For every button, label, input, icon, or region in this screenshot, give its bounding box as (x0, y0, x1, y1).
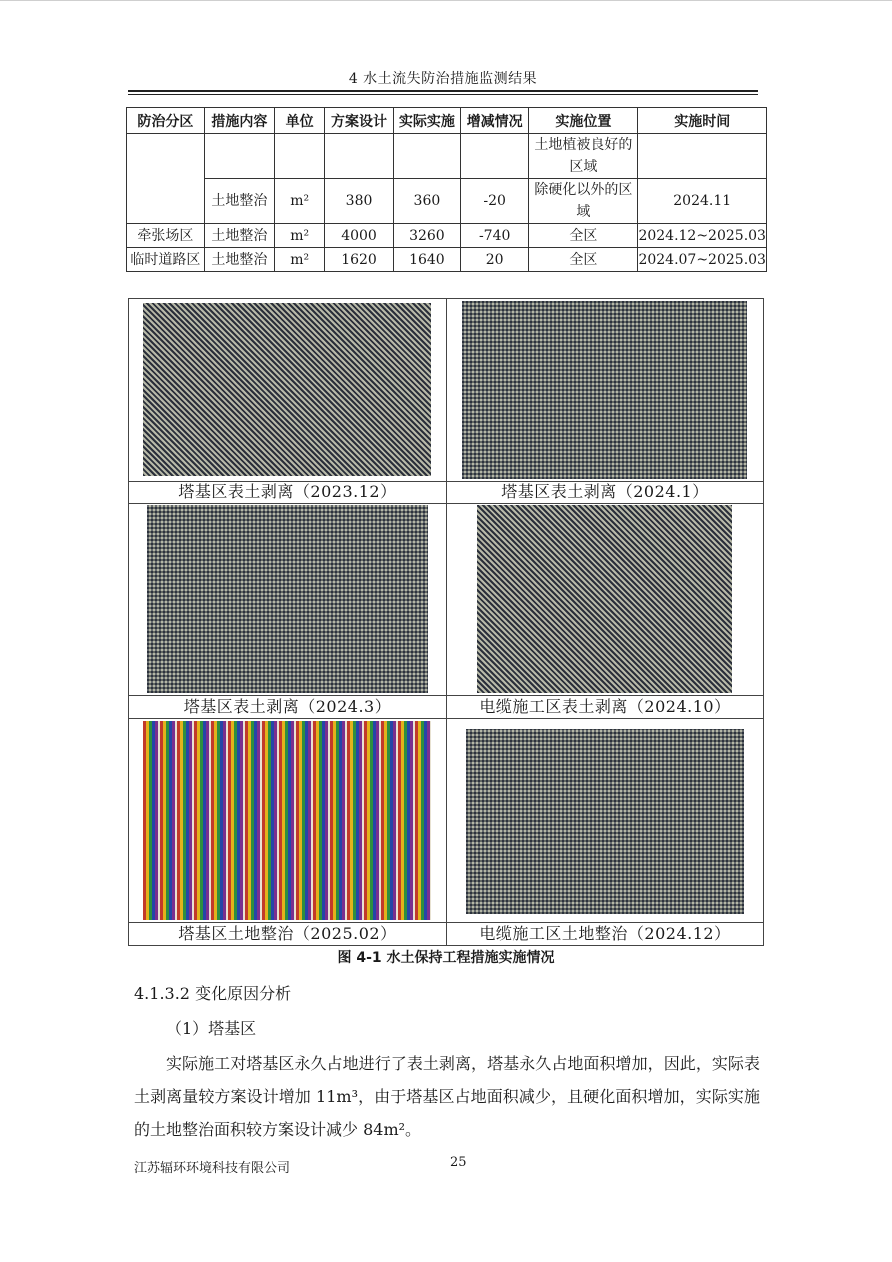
cell-location: 全区 (529, 224, 638, 248)
footer-company: 江苏辐环环境科技有限公司 (134, 1161, 291, 1176)
cell-design: 380 (325, 179, 393, 224)
cell-actual: 360 (393, 179, 460, 224)
header-measure: 措施内容 (204, 108, 274, 134)
cell-location: 除硬化以外的区域 (529, 179, 638, 224)
header-rule-thin (128, 94, 758, 95)
table-row (127, 179, 767, 224)
cell-zone: 临时道路区 (127, 248, 205, 272)
caption-topsoil-2024-1: 塔基区表土剥离（2024.1） (501, 482, 709, 501)
caption-topsoil-2023-12: 塔基区表土剥离（2023.12） (178, 482, 397, 501)
cell-time: 2024.12~2025.03 (638, 224, 767, 248)
header-unit: 单位 (274, 108, 324, 134)
figure-title: 图 4-1 水土保持工程措施实施情况 (337, 950, 555, 966)
header-location: 实施位置 (529, 108, 638, 134)
table-row (127, 224, 767, 248)
cell-zone-empty (127, 134, 205, 224)
photo-cable-land-2024-12 (466, 729, 744, 914)
photo-cable-topsoil-2024-10 (477, 505, 732, 693)
header-design: 方案设计 (325, 108, 393, 134)
photo-topsoil-2024-1 (462, 301, 747, 479)
cell-unit: m² (274, 224, 324, 248)
cell-unit: m² (274, 248, 324, 272)
photo-figure-grid (128, 298, 764, 946)
running-header: 4 水土流失防治措施监测结果 (348, 71, 538, 87)
cell-design: 4000 (325, 224, 393, 248)
page-edge (0, 0, 892, 1)
cell-empty (204, 134, 274, 179)
header-change: 增减情况 (461, 108, 529, 134)
header-actual: 实际实施 (393, 108, 460, 134)
cell-location: 土地植被良好的区域 (529, 134, 638, 179)
cell-measure: 土地整治 (204, 224, 274, 248)
table-header-row (127, 108, 767, 134)
cell-location: 全区 (529, 248, 638, 272)
header-rule-thick (128, 90, 758, 92)
cell-empty (325, 134, 393, 179)
section-heading: 4.1.3.2 变化原因分析 (134, 984, 292, 1003)
cell-measure: 土地整治 (204, 179, 274, 224)
photo-topsoil-2023-12 (143, 303, 431, 476)
page-number: 25 (450, 1155, 467, 1170)
grid-divider (129, 718, 763, 719)
photo-topsoil-2024-3 (147, 505, 428, 693)
header-zone: 防治分区 (127, 108, 205, 134)
caption-cable-topsoil-2024-10: 电缆施工区表土剥离（2024.10） (479, 697, 731, 716)
cell-zone: 牵张场区 (127, 224, 205, 248)
cell-change: -740 (461, 224, 529, 248)
caption-topsoil-2024-3: 塔基区表土剥离（2024.3） (183, 697, 392, 716)
cell-measure: 土地整治 (204, 248, 274, 272)
cell-change: -20 (461, 179, 529, 224)
caption-land-2025-02: 塔基区土地整治（2025.02） (178, 924, 397, 943)
body-paragraph: 实际施工对塔基区永久占地进行了表土剥离，塔基永久占地面积增加，因此，实际表土剥离量较方案设计增加 11m³，由于塔基区占地面积减少，且硬化面积增加，实际实施的土地整治面积较方案设计减少 84m²。 (134, 1054, 760, 1139)
photo-land-2025-02 (143, 721, 431, 920)
cell-time: 2024.11 (638, 179, 767, 224)
table-row (127, 134, 767, 179)
cell-actual: 3260 (393, 224, 460, 248)
subheading: （1）塔基区 (166, 1019, 257, 1038)
cell-unit: m² (274, 179, 324, 224)
grid-divider (446, 299, 447, 945)
cell-empty (638, 134, 767, 179)
cell-empty (274, 134, 324, 179)
cell-change: 20 (461, 248, 529, 272)
measures-table (126, 107, 767, 272)
caption-cable-land-2024-12: 电缆施工区土地整治（2024.12） (479, 924, 731, 943)
header-time: 实施时间 (638, 108, 767, 134)
cell-empty (461, 134, 529, 179)
grid-divider (129, 503, 763, 504)
cell-empty (393, 134, 460, 179)
cell-actual: 1640 (393, 248, 460, 272)
table-row (127, 248, 767, 272)
cell-time: 2024.07~2025.03 (638, 248, 767, 272)
cell-design: 1620 (325, 248, 393, 272)
